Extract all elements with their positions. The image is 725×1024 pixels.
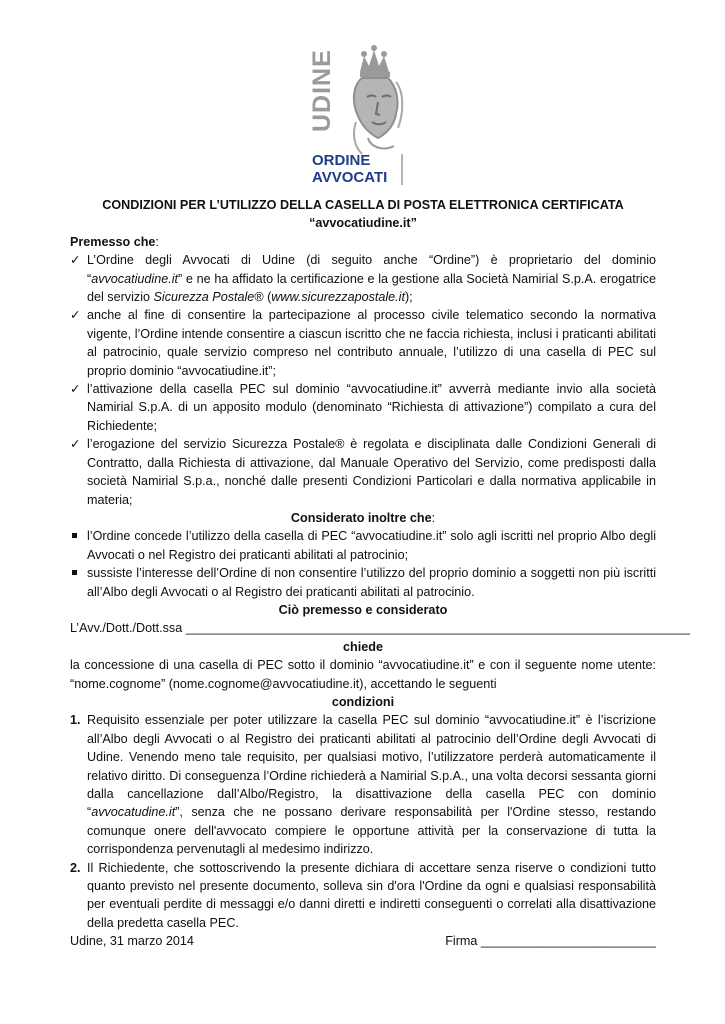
service-name: Sicurezza Postale bbox=[153, 290, 255, 305]
premesso-item-text: l’erogazione del servizio Sicurezza Postale® è regolata e disciplinata dalle Condizioni Generali di Contratto, dalla Richiesta di attivazione, dal Manuale Operativo del Servizio, come predisposti dalla società Namirial S.p.a., nonché dalle presenti Condizioni Particolari e dalla normativa applicabile in materia; bbox=[87, 437, 656, 507]
premesso-heading bbox=[70, 233, 656, 251]
condizione-text: Requisito essenziale per poter utilizzare la casella PEC sul dominio “avvocatiudine.it” è l’iscrizione all’Albo degli Avvocati o al Registro dei praticanti abilitati al patrocinio dell’Ordine degli Avvocati di Udine. Venendo meno tale requisito, per qualsiasi motivo, l’utilizzatore perderà automaticamente il relativo diritto. Di conseguenza l’Ordine richiederà a Namirial S.p.A., una volta decorsi sessanta giorni dalla cancellazione dall’Albo/Registro, la disattivazione della casella PEC con dominio “ bbox=[87, 713, 656, 820]
considerato-heading bbox=[70, 509, 656, 527]
premesso-heading-suffix: : bbox=[155, 234, 159, 249]
condizioni-heading: condizioni bbox=[331, 694, 395, 709]
condizione-text: Il Richiedente, che sottoscrivendo la presente dichiara di accettare senza riserve o condizioni tutto quanto previsto nel presente documento, solleva sin d'ora l'Ordine da ogni e qualsiasi responsabilità per eventuali perdite di messaggi e/o danni diretti e indiretti conseguenti o correlati alla disattivazione della predetta casella PEC. bbox=[87, 860, 656, 930]
condizione-item bbox=[70, 711, 656, 858]
applicant-name-line: L’Avv./Dott./Dott.ssa ________________________________________________________________________ bbox=[70, 621, 691, 636]
domain-name: avvocatiudine.it bbox=[91, 271, 179, 286]
checkmark-icon: ✓ bbox=[70, 437, 81, 452]
premesso-heading-text: Premesso che bbox=[70, 234, 156, 249]
checkmark-icon: ✓ bbox=[70, 308, 81, 323]
document-title: CONDIZIONI PER L’UTILIZZO DELLA CASELLA DI POSTA ELETTRONICA CERTIFICATA “avvocatiudine.it” bbox=[102, 198, 624, 231]
checkmark-icon: ✓ bbox=[70, 382, 81, 397]
premesso-item bbox=[70, 251, 656, 306]
condizione-text: ”, senza che ne possano derivare responsabilità per l'Ordine stesso, restando comunque onere dell'avvocato compiere le opportune attività per la conservazione di tutta la corrispondenza pervenutagli al medesimo indirizzo. bbox=[87, 805, 656, 857]
considerato-heading-text: Considerato inoltre che bbox=[290, 510, 432, 525]
logo-vertical-text: UDINE bbox=[308, 49, 336, 132]
considerato-item-text: sussiste l’interesse dell’Ordine di non consentire l’utilizzo del proprio dominio a soggetti non più iscritti all’Albo degli Avvocati o al Registro dei praticanti abilitati al patrocinio. bbox=[87, 566, 656, 599]
square-bullet-icon bbox=[70, 527, 84, 545]
logo-line2: AVVOCATI bbox=[312, 169, 388, 186]
signature-row bbox=[70, 932, 656, 950]
service-website: www.sicurezzapostale.it bbox=[271, 290, 405, 305]
place-date: Udine, 31 marzo 2014 bbox=[70, 934, 194, 949]
premesso-item bbox=[70, 306, 656, 380]
condizione-number: 2. bbox=[70, 860, 81, 875]
premesso-item bbox=[70, 380, 656, 435]
premesso-item-text: ); bbox=[404, 290, 413, 305]
considerato-heading-suffix: : bbox=[431, 510, 436, 525]
chiede-heading: chiede bbox=[343, 639, 383, 654]
premesso-item-text: l’attivazione della casella PEC sul dominio “avvocatiudine.it” avverrà mediante invio alla società Namirial S.p.A. di un apposito modulo (denominato “Richiesta di attivazione”) compilato a cura del Richiedente; bbox=[87, 382, 656, 433]
premesso-item-text: ” e ne ha affidato la certificazione e la gestione alla Società Namirial S.p.A. erogatrice del servizio bbox=[87, 271, 656, 305]
considerato-item bbox=[70, 527, 656, 564]
premesso-item bbox=[70, 435, 656, 509]
ordine-avvocati-logo bbox=[308, 42, 413, 186]
condizione-number: 1. bbox=[70, 713, 81, 728]
considerato-item-text: l’Ordine concede l’utilizzo della casella di PEC “avvocatiudine.it” solo agli iscritti nel proprio Albo degli Avvocati o nel Registro dei praticanti abilitati al patrocinio; bbox=[87, 529, 656, 562]
logo-line1: ORDINE bbox=[312, 152, 371, 169]
square-bullet-icon bbox=[70, 564, 84, 582]
concessione-paragraph: la concessione di una casella di PEC sotto il dominio “avvocatiudine.it” e con il seguente nome utente: “nome.cognome” (nome.cognome@avvocatiudine.it), accettando le seguenti bbox=[70, 658, 656, 691]
checkmark-icon: ✓ bbox=[70, 253, 81, 268]
document-body bbox=[70, 196, 691, 951]
premesso-item-text: ® ( bbox=[254, 290, 272, 305]
cio-premesso-heading: Ciò premesso e considerato bbox=[278, 602, 448, 617]
signature-line: Firma _________________________ bbox=[445, 934, 656, 949]
premesso-item-text: anche al fine di consentire la partecipazione al processo civile telematico secondo la normativa vigente, l’Ordine intende consentire a ciascun iscritto che ne faccia richiesta, inclusi i praticanti abilitati al patrocinio, quale servizio compreso nel contributo annuale, l’utilizzo di una casella di PEC sul proprio dominio “avvocatiudine.it”; bbox=[87, 308, 656, 378]
premesso-item-text: L’Ordine degli Avvocati di Udine (di seguito anche “Ordine”) è proprietario del dominio “ bbox=[87, 253, 656, 286]
logo-graphic bbox=[308, 42, 413, 186]
condizione-item bbox=[70, 859, 656, 933]
considerato-item bbox=[70, 564, 656, 601]
domain-name: avvocatudine.it bbox=[91, 805, 176, 820]
